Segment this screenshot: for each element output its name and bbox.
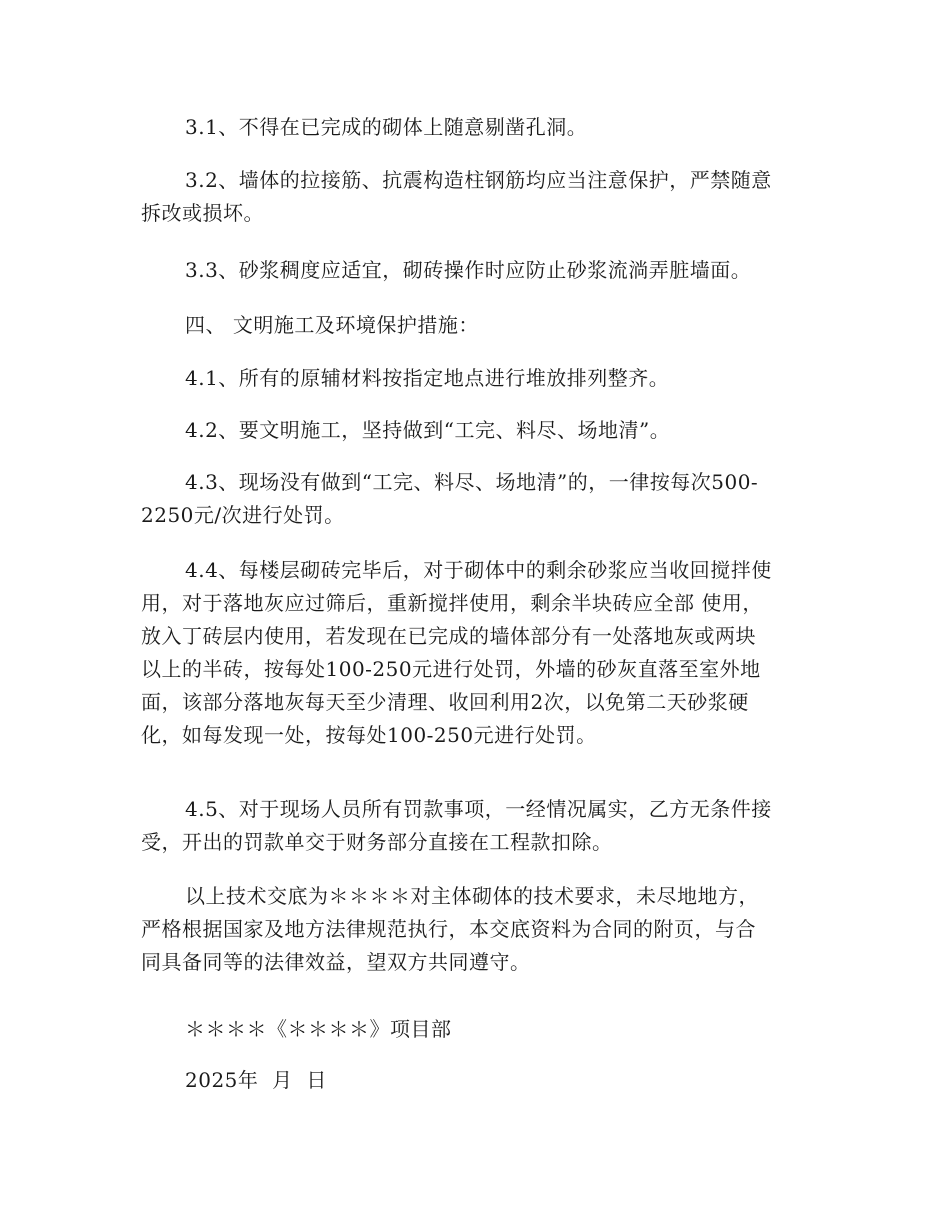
- clause-4-3-line-1: 4.3、现场没有做到“工完、料尽、场地清”的，一律按每次500-: [185, 470, 759, 494]
- summary-line-2: 严格根据国家及地方法律规范执行，本交底资料为合同的附页，与合: [141, 917, 756, 941]
- signature-line: [141, 1013, 811, 1046]
- clause-4-5-line-1: 4.5、对于现场人员所有罚款事项，一经情况属实，乙方无条件接: [185, 797, 772, 821]
- clause-4-1: [141, 362, 811, 395]
- clause-4-4-line-5: 面，该部分落地灰每天至少清理、收回利用2次，以免第二天砂浆硬: [141, 690, 749, 714]
- summary-line-1: 以上技术交底为＊＊＊＊对主体砌体的技术要求，未尽地地方，: [185, 884, 759, 908]
- clause-4-4: [141, 554, 811, 752]
- summary-paragraph: [141, 880, 811, 979]
- clause-3-1: [141, 111, 811, 144]
- clause-4-4-line-1: 4.4、每楼层砌砖完毕后，对于砌体中的剩余砂浆应当收回搅拌使: [185, 558, 772, 582]
- clause-3-2: [141, 164, 811, 230]
- clause-4-5-line-2: 受，开出的罚款单交于财务部分直接在工程款扣除。: [141, 830, 613, 854]
- clause-4-2: [141, 414, 811, 447]
- clause-3-2-line-1: 3.2、墙体的拉接筋、抗震构造柱钢筋均应当注意保护，严禁随意: [185, 168, 772, 192]
- clause-3-1-line-1: 3.1、不得在已完成的砌体上随意剔凿孔洞。: [185, 115, 588, 139]
- summary-line-3: 同具备同等的法律效益，望双方共同遵守。: [141, 950, 531, 974]
- clause-4-4-line-6: 化，如每发现一处，按每处100-250元进行处罚。: [141, 723, 597, 747]
- clause-3-2-line-2: 拆改或损坏。: [141, 201, 264, 225]
- clause-4-3: [141, 466, 811, 532]
- clause-4-3-line-2: 2250元/次进行处罚。: [141, 503, 345, 527]
- clause-3-3-line-1: 3.3、砂浆稠度应适宜，砌砖操作时应防止砂浆流淌弄脏墙面。: [185, 258, 752, 282]
- signature-text: ＊＊＊＊《＊＊＊＊》项目部: [185, 1017, 452, 1041]
- clause-4-4-line-3: 放入丁砖层内使用，若发现在已完成的墙体部分有一处落地灰或两块: [141, 624, 756, 648]
- section-4-heading-line-1: 四、 文明施工及环境保护措施：: [185, 313, 479, 337]
- date-line: [141, 1064, 811, 1097]
- clause-4-5: [141, 793, 811, 859]
- clause-4-2-line-1: 4.2、要文明施工，坚持做到“工完、料尽、场地清”。: [185, 418, 671, 442]
- date-text: 2025年 月 日: [185, 1068, 327, 1092]
- clause-3-3: [141, 254, 811, 287]
- clause-4-1-line-1: 4.1、所有的原辅材料按指定地点进行堆放排列整齐。: [185, 366, 670, 390]
- section-4-heading: [141, 309, 811, 342]
- clause-4-4-line-4: 以上的半砖，按每处100-250元进行处罚，外墙的砂灰直落至室外地: [141, 657, 761, 681]
- clause-4-4-line-2: 用，对于落地灰应过筛后，重新搅拌使用，剩余半块砖应全部 使用，: [141, 591, 763, 615]
